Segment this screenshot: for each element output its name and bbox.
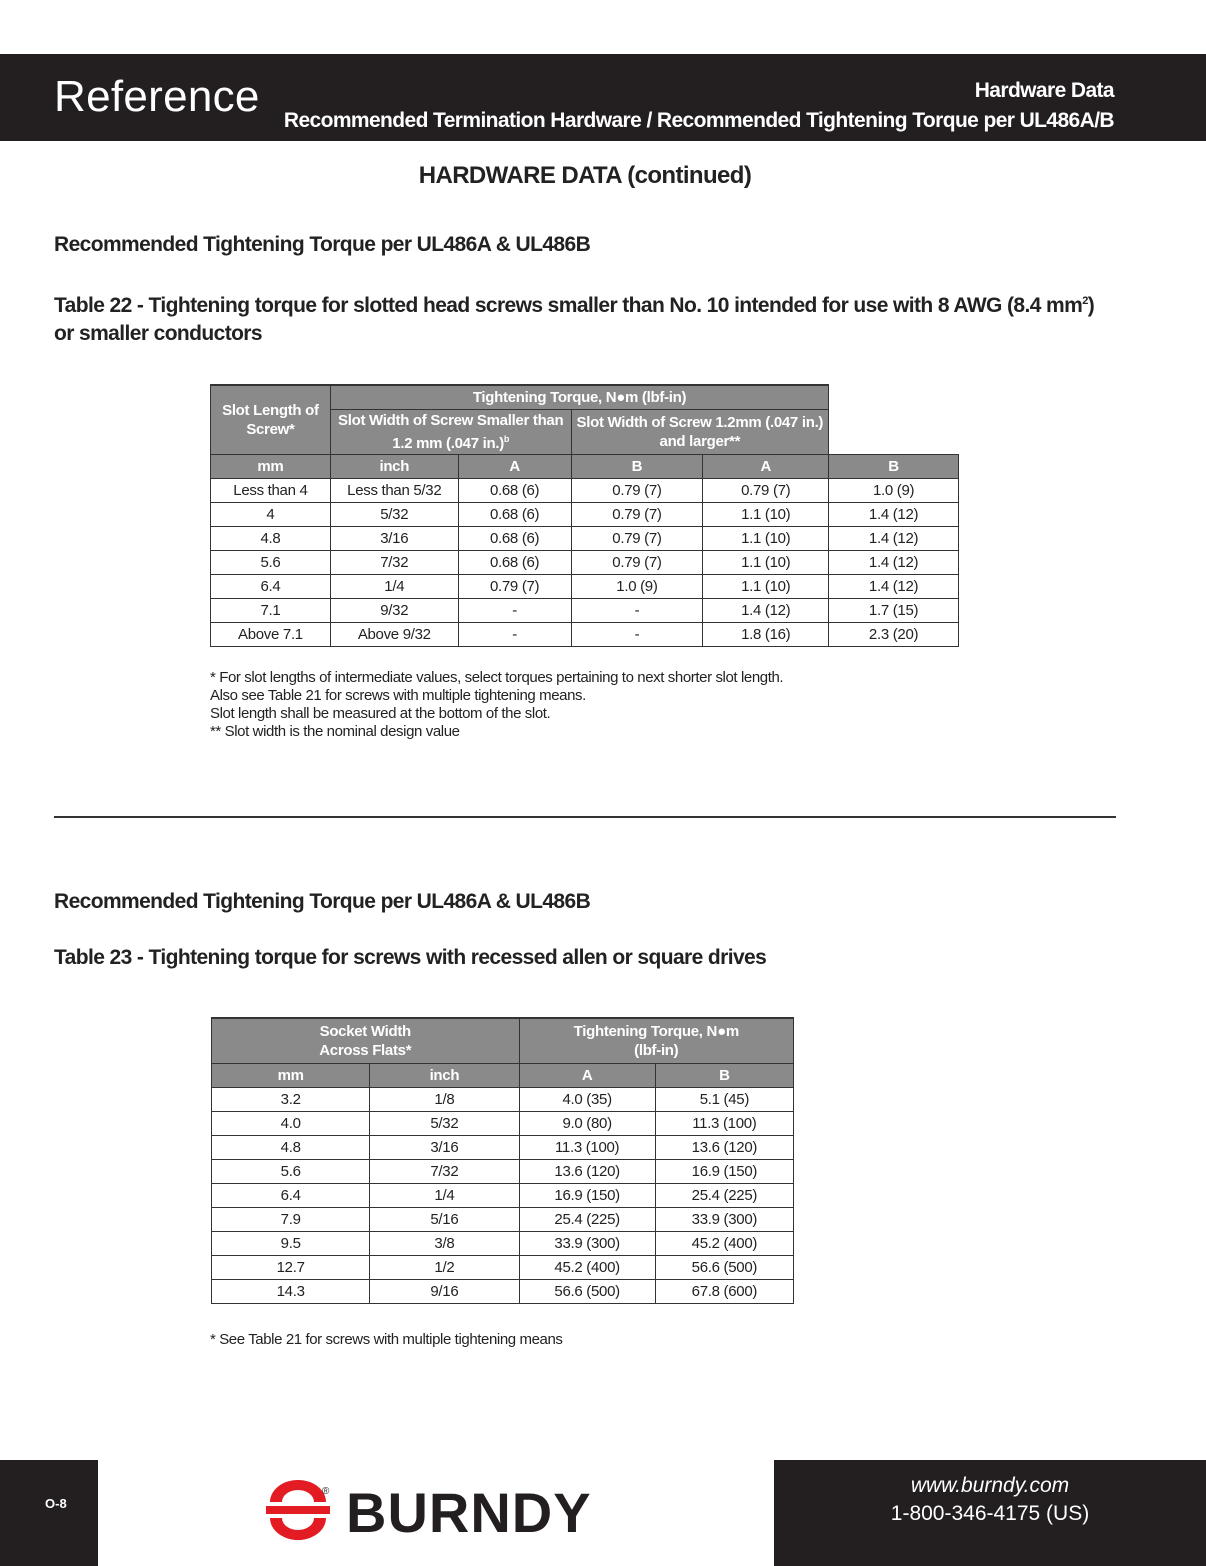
subheader-b: B [571,455,703,479]
table-cell: 7/32 [370,1160,519,1184]
table-cell: 3/16 [330,527,458,551]
section-2-title: Recommended Tightening Torque per UL486A & UL486B [54,890,591,913]
phone-number: 1-800-346-4175 (US) [890,1502,1090,1525]
table-cell: - [458,599,571,623]
table-22-caption-post: ) or smaller conductors [54,294,1095,345]
table-23-caption: Table 23 - Tightening torque for screws with recessed allen or square drives [54,946,767,969]
table-cell: 25.4 (225) [655,1184,793,1208]
table-cell: 9/32 [330,599,458,623]
table-cell: 4.0 [212,1112,370,1136]
table-cell: 16.9 (150) [655,1160,793,1184]
table-cell: 25.4 (225) [519,1208,655,1232]
table-cell: 1.4 (12) [829,551,959,575]
table-cell: 12.7 [212,1256,370,1280]
table-cell: 4.8 [211,527,331,551]
table-row [211,527,959,551]
note-line: ** Slot width is the nominal design value [210,723,460,740]
table-cell: 56.6 (500) [519,1280,655,1304]
table-cell: 1.0 (9) [829,479,959,503]
header-slot-small [330,410,571,455]
table-cell: Less than 4 [211,479,331,503]
header-line-2: Recommended Termination Hardware / Recommended Tightening Torque per UL486A/B [283,109,1114,132]
table-cell: 0.79 (7) [571,503,703,527]
header-slot-large: Slot Width of Screw 1.2mm (.047 in.) and larger** [571,410,829,455]
header-slot-length: Slot Length of Screw* [211,385,331,455]
table-cell: 6.4 [211,575,331,599]
header-torque-line2: (lbf-in) [634,1042,679,1059]
page-header [0,54,1206,141]
table-row [211,479,959,503]
header-titles [284,76,1114,136]
table-row [212,1088,794,1112]
table-cell: 1.7 (15) [829,599,959,623]
note-line: Also see Table 21 for screws with multiple tightening means. [210,687,586,704]
subheader-mm: mm [211,455,331,479]
table-cell: 5/32 [370,1112,519,1136]
table-cell: 2.3 (20) [829,623,959,647]
table-cell: 7.9 [212,1208,370,1232]
table-cell: 1.1 (10) [703,527,829,551]
table-row [212,1184,794,1208]
table-22-caption-pre: Table 22 - Tightening torque for slotted head screws smaller than No. 10 intended for use with 8 AWG (8.4 mm [54,294,1083,317]
subheader-a: A [703,455,829,479]
header-torque-line1: Tightening Torque, N●m [573,1023,739,1040]
note-line: Slot length shall be measured at the bottom of the slot. [210,705,551,722]
table-cell: 1.1 (10) [703,551,829,575]
table-cell: 45.2 (400) [519,1256,655,1280]
table-row [211,623,959,647]
subheader-inch: inch [330,455,458,479]
header-torque: Tightening Torque, N●m (lbf-in) [330,385,828,410]
table-cell: 67.8 (600) [655,1280,793,1304]
note-line: * For slot lengths of intermediate values, select torques pertaining to next shorter slot length. [210,669,784,686]
table-cell: 1.1 (10) [703,575,829,599]
table-row [212,1112,794,1136]
table-cell: 1.1 (10) [703,503,829,527]
header-torque [519,1018,793,1064]
brand-name: BURNDY [346,1481,592,1544]
table-cell: 5/32 [330,503,458,527]
table-cell: 1.4 (12) [829,575,959,599]
table-row [212,1136,794,1160]
table-row [211,575,959,599]
header-line-1: Hardware Data [974,79,1114,102]
table-cell: 33.9 (300) [519,1232,655,1256]
table-row [212,1256,794,1280]
table-cell: 13.6 (120) [655,1136,793,1160]
header-slot-small-sup: b [503,434,510,444]
table-cell: 4 [211,503,331,527]
table-22 [210,384,959,647]
table-cell: 4.8 [212,1136,370,1160]
table-cell: 0.79 (7) [571,551,703,575]
table-cell: - [571,599,703,623]
subheader-a: A [519,1064,655,1088]
table-row [212,1232,794,1256]
table-cell: 0.79 (7) [458,575,571,599]
table-cell: 16.9 (150) [519,1184,655,1208]
section-divider [54,816,1116,818]
table-cell: 1/4 [330,575,458,599]
table-cell: 1/8 [370,1088,519,1112]
table-cell: Above 7.1 [211,623,331,647]
table-cell: 3.2 [212,1088,370,1112]
table-cell: 9.0 (80) [519,1112,655,1136]
table-cell: 4.0 (35) [519,1088,655,1112]
table-23 [211,1017,794,1304]
page-number: O-8 [45,1496,67,1511]
subheader-inch: inch [370,1064,519,1088]
table-cell: 3/16 [370,1136,519,1160]
table-cell: 9/16 [370,1280,519,1304]
website-link[interactable]: www.burndy.com [910,1474,1070,1497]
table-cell: 0.79 (7) [571,479,703,503]
table-cell: 6.4 [212,1184,370,1208]
subheader-a: A [458,455,571,479]
table-row [211,599,959,623]
table-row [211,503,959,527]
table-cell: 13.6 (120) [519,1160,655,1184]
table-22-caption [54,287,1114,348]
table-row [212,1160,794,1184]
table-cell: 1.4 (12) [703,599,829,623]
table-23-note: * See Table 21 for screws with multiple tightening means [210,1331,563,1348]
table-cell: 0.68 (6) [458,503,571,527]
table-cell: 1.4 (12) [829,503,959,527]
table-cell: 11.3 (100) [519,1136,655,1160]
table-cell: 33.9 (300) [655,1208,793,1232]
table-cell: 9.5 [212,1232,370,1256]
subheader-b: B [829,455,959,479]
table-cell: 0.68 (6) [458,551,571,575]
table-cell: 3/8 [370,1232,519,1256]
table-22-caption-sup: 2 [1082,295,1088,307]
table-cell: 1.0 (9) [571,575,703,599]
burndy-logo [262,1480,622,1544]
table-row [212,1280,794,1304]
table-cell: 1.4 (12) [829,527,959,551]
table-cell: 56.6 (500) [655,1256,793,1280]
subheader-b: B [655,1064,793,1088]
table-cell: - [571,623,703,647]
table-cell: 5.6 [212,1160,370,1184]
header-socket-width-line2: Across Flats* [319,1042,412,1059]
table-cell: 5.1 (45) [655,1088,793,1112]
footer-page-block [0,1460,98,1566]
table-cell: 45.2 (400) [655,1232,793,1256]
section-label: Reference [54,72,260,121]
table-22-notes [210,669,783,741]
table-row [212,1208,794,1232]
subheader-mm: mm [212,1064,370,1088]
table-cell: 14.3 [212,1280,370,1304]
header-slot-small-text: Slot Width of Screw Smaller than 1.2 mm (.047 in.) [338,412,564,452]
table-cell: 7.1 [211,599,331,623]
table-cell: 0.68 (6) [458,527,571,551]
table-cell: 5/16 [370,1208,519,1232]
page-title: HARDWARE DATA (continued) [418,162,752,189]
table-cell: Less than 5/32 [330,479,458,503]
table-cell: 0.79 (7) [571,527,703,551]
logo-mark: ® [322,1486,330,1497]
table-row [211,551,959,575]
header-socket-width [212,1018,520,1064]
table-cell: 1/4 [370,1184,519,1208]
table-cell: 11.3 (100) [655,1112,793,1136]
table-cell: 5.6 [211,551,331,575]
table-cell: 7/32 [330,551,458,575]
table-cell: 0.79 (7) [703,479,829,503]
table-cell: 1.8 (16) [703,623,829,647]
table-cell: 0.68 (6) [458,479,571,503]
table-cell: 1/2 [370,1256,519,1280]
section-1-title: Recommended Tightening Torque per UL486A & UL486B [54,233,591,256]
table-cell: Above 9/32 [330,623,458,647]
header-socket-width-line1: Socket Width [319,1023,411,1040]
footer-contact [774,1460,1206,1566]
table-cell: - [458,623,571,647]
